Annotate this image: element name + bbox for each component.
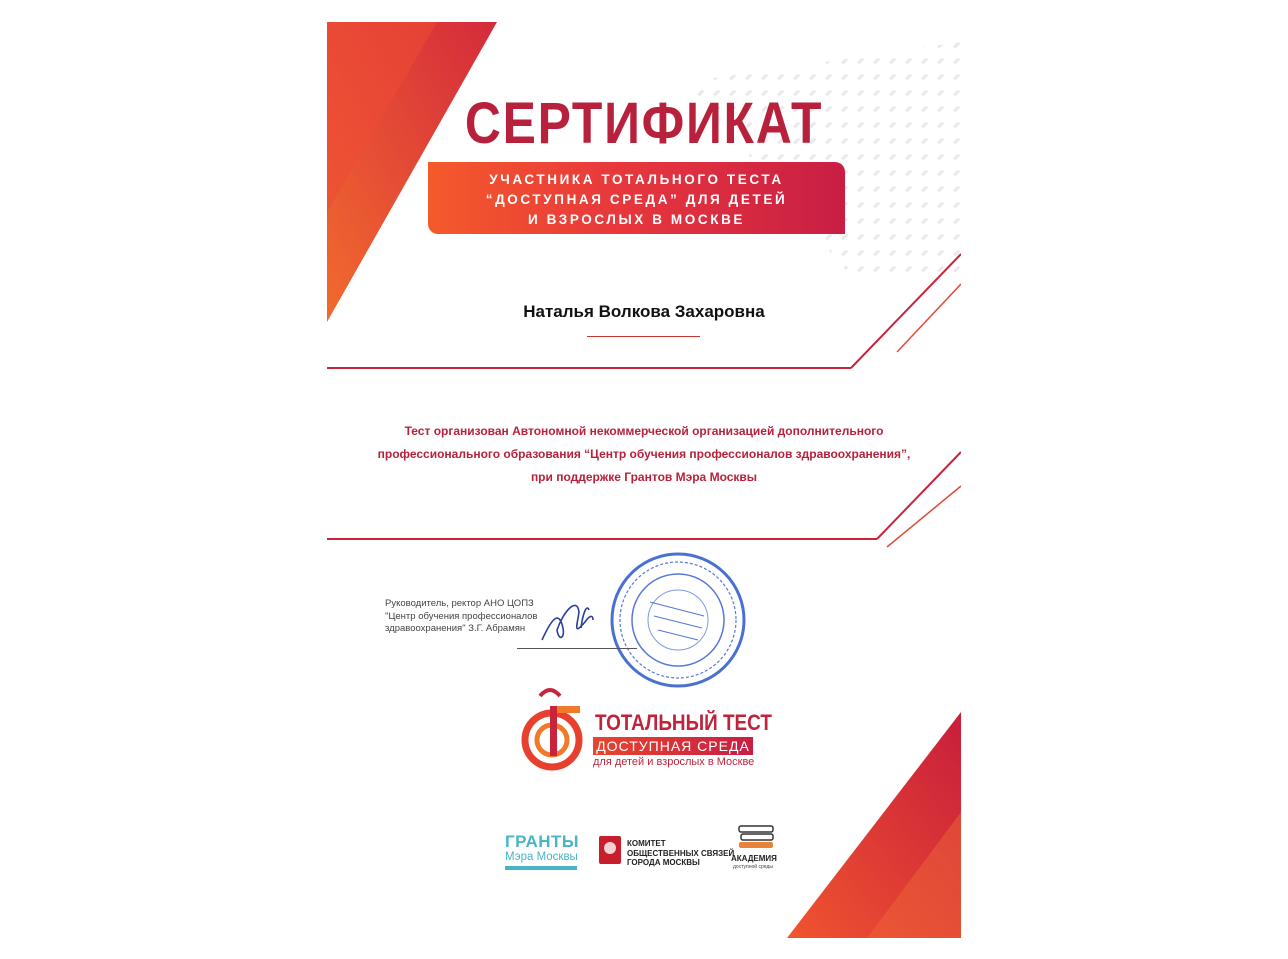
brand-emblem-icon bbox=[525, 690, 580, 767]
organizer-line-2: профессионального образования “Центр обучения профессионалов здравоохранения”, bbox=[377, 447, 911, 461]
academy-logo-title: АКАДЕМИЯ bbox=[731, 854, 777, 863]
committee-line-2: ОБЩЕСТВЕННЫХ СВЯЗЕЙ bbox=[627, 848, 735, 858]
subtitle-line-3: И ВЗРОСЛЫХ В МОСКВЕ bbox=[527, 212, 746, 227]
grants-logo-subtitle: Мэра Москвы bbox=[505, 851, 578, 863]
recipient-name: Наталья Волкова Захаровна bbox=[523, 302, 765, 321]
grants-logo-title: ГРАНТЫ bbox=[505, 832, 580, 851]
subtitle-banner bbox=[428, 162, 845, 234]
academy-logo-subtitle: доступной среды bbox=[733, 864, 773, 870]
signer-line-2: "Центр обучения профессионалов bbox=[385, 610, 538, 622]
signature-line bbox=[517, 648, 637, 649]
subtitle-line-2: “ДОСТУПНАЯ СРЕДА” ДЛЯ ДЕТЕЙ bbox=[485, 192, 788, 207]
brand-tagline: для детей и взрослых в Москве bbox=[593, 756, 755, 768]
academy-books-icon bbox=[739, 826, 773, 848]
moscow-emblem-icon bbox=[599, 836, 621, 864]
organizer-text bbox=[357, 420, 931, 489]
signature-mark bbox=[542, 605, 593, 640]
committee-line-1: КОМИТЕТ bbox=[627, 839, 666, 848]
committee-logo-text bbox=[627, 839, 734, 868]
recipient-underline bbox=[587, 336, 700, 337]
stamp bbox=[612, 554, 744, 686]
certificate-title: СЕРТИФИКАТ bbox=[464, 91, 824, 156]
brand-title: ТОТАЛЬНЫЙ ТЕСТ bbox=[595, 710, 772, 735]
bg-pattern-top bbox=[687, 42, 961, 272]
grants-logo-bar bbox=[505, 866, 577, 870]
brand-subtitle: ДОСТУПНАЯ СРЕДА bbox=[593, 737, 753, 755]
signer-line-1: Руководитель, ректор АНО ЦОПЗ bbox=[385, 598, 534, 609]
signer-block bbox=[385, 598, 538, 636]
organizer-line-3: при поддержке Грантов Мэра Москвы bbox=[530, 470, 758, 484]
signer-line-3: здравоохранения" З.Г. Абрамян bbox=[385, 623, 526, 634]
organizer-line-1: Тест организован Автономной некоммерческой организацией дополнительного bbox=[404, 424, 884, 438]
committee-line-3: ГОРОДА МОСКВЫ bbox=[627, 858, 700, 867]
subtitle-line-1: УЧАСТНИКА ТОТАЛЬНОГО ТЕСТА bbox=[489, 172, 784, 187]
certificate bbox=[327, 22, 961, 938]
